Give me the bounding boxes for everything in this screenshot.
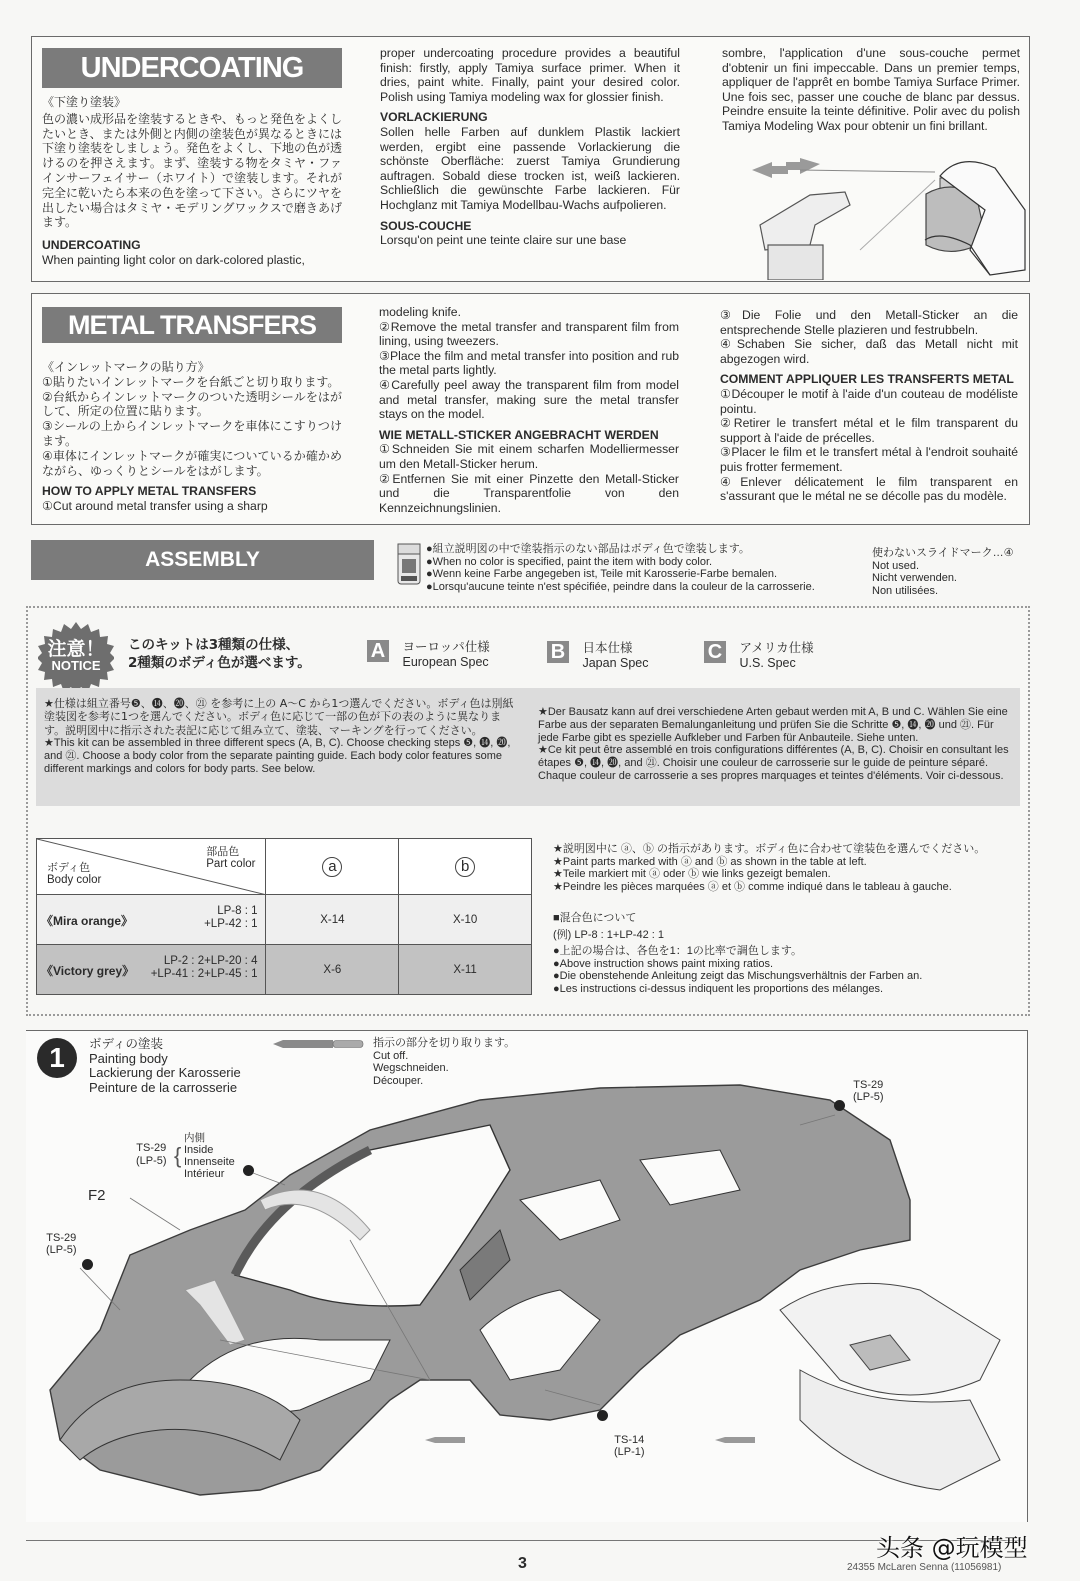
step-number: 1: [49, 1042, 65, 1073]
undercoating-col-1: [42, 95, 342, 267]
undercoating-en-heading: UNDERCOATING: [42, 238, 141, 253]
row-1-mix-2: +LP-41 : 2+LP-45 : 1: [150, 968, 258, 980]
metal-jp-step-1: ①貼りたいインレットマークを台紙ごと切り取ります。: [42, 374, 340, 389]
paint-can-icon: [396, 541, 422, 587]
row-1-mix-1: LP-2 : 2+LP-20 : 4: [163, 955, 258, 967]
row-0-mix-2: +LP-42 : 1: [204, 918, 258, 930]
undercoating-fr-body-2: sombre, l'application d'une sous-couche permet d'obtenir un fini impeccable. Dans un premier temps, appliquer de l'apprêt en bombe Tamiya Surface Primer. Une fois sec, passer une couche de blanc par dessus. Peindre ensuite la teinte définitive. Polir avec du polish Tamiya Modeling Wax pour obtenir un fini brillant.: [722, 46, 1020, 133]
callout-bottom: [614, 1434, 645, 1458]
unused-decal-note: [872, 547, 1014, 597]
spec-c-badge: C: [704, 641, 726, 663]
assembly-notes: [426, 543, 815, 593]
notice-headline-2: 2種類のボディ色が選べます。: [128, 655, 311, 671]
cut-fr: Découper.: [373, 1074, 424, 1087]
metal-jp-step-3: ③シールの上からインレットマークを車体にこすりつけます。: [42, 419, 342, 448]
paint-note-de: ★Teile markiert mit ⓐ oder ⓑ wie links gezeigt bemalen.: [553, 868, 831, 881]
step-1-title-en: Painting body: [89, 1050, 168, 1066]
notice-headline-1: このキットは3種類の仕様、: [128, 637, 300, 653]
undercoating-title: UNDERCOATING: [80, 52, 304, 84]
paint-marker-inside: [243, 1165, 254, 1176]
metal-fr-step-1: ①Découper le motif à l'aide d'un couteau de modéliste pointu.: [720, 386, 1018, 416]
unused-de: Nicht verwenden.: [872, 572, 957, 585]
undercoating-de-body: Sollen helle Farben auf dunklem Plastik lackiert werden, ergibt eine passende Vorlackierung die schönste Oberfläche: zuerst Tamiya Grundierung auftragen. Sobald diese trocken ist, weiß lackieren. Schließlich die gewünschte Farbe lackieren. Für Hochglanz mit Tamiya Modellbau-Wachs aufpolieren.: [380, 124, 680, 212]
metal-de-step-1: ①Schneiden Sie mit einem scharfen Modelliermesser um den Metall-Sticker herum.: [379, 442, 679, 471]
cut-de: Wegschneiden.: [373, 1062, 449, 1075]
undercoating-col-3: [722, 46, 1020, 138]
mix-example: (例) LP-8 : 1+LP-42 : 1: [553, 928, 664, 941]
notice-right-fr: ★Ce kit peut être assemblé en trois configurations différentes (A, B, C). Choisir en consultant les étapes ❺, ⓮, ⓴, and ㉑. Choisir une couleur de carrosserie sur le guide de peinture séparé. Chaque couleur de carrosserie a ses propres marquages et teintes d'éléments. Voir ci-dessous.: [538, 744, 1009, 782]
callout-bottom-alt: (LP-1): [614, 1446, 645, 1458]
cut-jp: 指示の部分を切り取ります。: [373, 1036, 516, 1049]
table-row-victory-grey: [37, 945, 532, 995]
step-number-badge: [37, 1038, 77, 1078]
header-body-jp: ボディ色: [47, 861, 91, 874]
table-row-mira-orange: [37, 895, 532, 945]
unused-fr: Non utilisées.: [872, 584, 939, 597]
spec-b-en: Japan Spec: [582, 656, 649, 670]
undercoating-en-body-2: proper undercoating procedure provides a beautiful finish: firstly, apply Tamiya surface primer. When it dries, paint white. Finally, paint your desired color. Polish using Tamiya modeling wax for glossier finish.: [380, 46, 680, 104]
notice-right-de: ★Der Bausatz kann auf drei verschiedene Arten gebaut werden mit A, B und C. Wählen Sie eine Farbe aus der separaten Bemalunganleitung und prüfen Sie die Schritte ❺, ⓮, ⓴ und ㉑. Für jede Farbe gibt es spezielle Aufkleber und Farben für Anbauteile. Siehe unten.: [538, 706, 1008, 744]
metal-transfers-banner: [42, 307, 342, 343]
spec-a-jp: ヨーロッパ仕様: [402, 640, 490, 654]
mix-line-en: ●Above instruction shows paint mixing ratios.: [553, 957, 774, 970]
unused-en: Not used.: [872, 559, 920, 572]
notice-headline: [128, 636, 311, 672]
paint-note-jp: ★説明図中に ⓐ、ⓑ の指示があります。ボディ色に合わせて塗装色を選んでください。: [553, 843, 986, 855]
metal-transfers-col-2: [379, 305, 679, 515]
spec-b: [547, 641, 649, 671]
metal-transfers-title: METAL TRANSFERS: [68, 310, 316, 340]
assembly-note-fr: ●Lorsqu'aucune teinte n'est spécifiée, peindre dans la couleur de la carrosserie.: [426, 580, 815, 593]
spec-a: [367, 640, 490, 670]
hobby-knife-icon: [273, 1039, 365, 1049]
callout-right: [853, 1079, 884, 1103]
notice-left-text: [44, 697, 519, 776]
metal-en-step-3: ③Place the film and metal transfer into position and rub the metal parts lightly.: [379, 348, 679, 378]
watermark: 头条 @玩模型: [876, 1534, 1028, 1562]
callout-left-paint: TS-29: [46, 1232, 77, 1244]
circled-b: b: [455, 857, 475, 877]
paint-notes: [553, 843, 985, 893]
assembly-note-de: ●Wenn keine Farbe angegeben ist, Teile mit Karosserie-Farbe bemalen.: [426, 568, 778, 581]
table-header-corner: [37, 839, 266, 895]
paint-marker-left: [82, 1259, 93, 1270]
assembly-note-en: ●When no color is specified, paint the item with body color.: [426, 555, 713, 568]
paint-marker-right: [834, 1100, 845, 1111]
spec-c-en: U.S. Spec: [739, 656, 796, 670]
brace-icon: {: [174, 1143, 182, 1168]
undercoating-jp-heading: 《下塗り塗装》: [42, 95, 127, 109]
metal-jp-step-4: ④車体にインレットマークが確実についているか確かめながら、ゆっくりとシールをはがします。: [42, 448, 342, 478]
assembly-note-jp: ●組立説明図の中で塗装指示のない部品はボディ色で塗装します。: [426, 543, 750, 555]
notice-right-text: [538, 706, 1013, 783]
assembly-title: ASSEMBLY: [145, 548, 260, 571]
mix-line-jp: ●上記の場合は、各色を1：1の比率で調色します。: [553, 945, 802, 958]
metal-en-step-2: ②Remove the metal transfer and transparent film from lining, using tweezers.: [379, 319, 679, 349]
header-part-jp: 部品色: [206, 845, 240, 858]
mix-heading: ■混合色について: [553, 912, 637, 924]
circled-a: a: [322, 857, 342, 877]
metal-jp-step-2: ②台紙からインレットマークのついた透明シールをはがして、所定の位置に貼ります。: [42, 389, 342, 419]
spec-c: [704, 641, 814, 671]
mixing-notes: [553, 912, 922, 996]
assembly-banner: [31, 540, 374, 580]
paint-color-table: [36, 838, 532, 995]
step-1-title-jp: ボディの塗装: [89, 1036, 164, 1051]
row-0-name: 《Mira orange》: [41, 914, 134, 928]
row-1-a: X-6: [266, 945, 399, 995]
callout-right-paint: TS-29: [853, 1079, 884, 1091]
callout-inside-en: Inside: [184, 1144, 214, 1156]
callout-inside-jp: 内側: [184, 1132, 205, 1144]
table-header-a: [266, 839, 399, 895]
spec-b-jp: 日本仕様: [582, 641, 633, 655]
undercoating-banner: [42, 48, 342, 88]
notice-badge-jp: 注意！: [47, 638, 105, 660]
notice-badge-en: NOTICE: [51, 658, 101, 673]
header-body-en: Body color: [47, 874, 102, 886]
metal-en-step-1b: modeling knife.: [379, 305, 461, 319]
metal-en-step-4: ④Carefully peel away the transparent film from model and metal transfer, making sure the metal transfer stays on the model.: [379, 377, 679, 422]
table-header-b: [399, 839, 532, 895]
metal-fr-step-2: ②Retirer le transfert métal et le film transparent du support à l'aide de précelles.: [720, 416, 1018, 445]
paint-marker-bottom: [597, 1410, 608, 1421]
callout-left: [46, 1232, 77, 1256]
metal-de-heading: WIE METALL-STICKER ANGEBRACHT WERDEN: [379, 427, 659, 442]
callout-inside-de: Innenseite: [184, 1156, 235, 1168]
paint-note-fr: ★Peindre les pièces marquées ⓐ et ⓑ comme indiqué dans le tableau à gauche.: [553, 880, 952, 893]
row-0-b: X-10: [399, 895, 532, 945]
undercoating-fr-body-1: Lorsqu'on peint une teinte claire sur une base: [380, 233, 627, 248]
metal-de-step-3: ③Die Folie und den Metall-Sticker an die entsprechende Stelle plazieren und festrubbeln.: [720, 308, 1018, 337]
callout-inside-alt: (LP-5): [136, 1154, 167, 1167]
step-1-title-de: Lackierung der Karosserie: [89, 1065, 241, 1081]
paint-note-en: ★Paint parts marked with ⓐ and ⓑ as shown in the table at left.: [553, 855, 867, 868]
unused-jp: 使わないスライドマーク…④: [872, 547, 1014, 559]
page-number: 3: [518, 1555, 527, 1572]
metal-fr-step-4: ④Enlever délicatement le film transparent en s'assurant que le métal ne se décolle pas du modèle.: [720, 474, 1018, 504]
spec-a-badge: A: [367, 640, 389, 662]
notice-left-jp: ★仕様は組立番号❺、⓮、⓴、㉑ を参考に上の A～C から1つ選んでください。ボディ色は別紙塗装図を参考に1つを選んでください。ボディ色に応じて一部の色が下の表のように異なります。説明図中に指示された表記に応じて組み立て、塗装、マーキングを行ってください。: [44, 697, 514, 737]
callout-inside-paint: TS-29: [136, 1142, 167, 1154]
part-label-f2: F2: [88, 1187, 106, 1204]
header-part-en: Part color: [206, 858, 256, 870]
metal-transfers-col-1: [42, 360, 342, 514]
row-1-b: X-11: [399, 945, 532, 995]
undercoating-en-body-1: When painting light color on dark-colored plastic,: [42, 252, 305, 267]
undercoating-jp-body: 色の濃い成形品を塗装するときや、もっと発色をよくしたいとき、または外側と内側の塗装色が異なるときには下塗り塗装をしましょう。発色をよくし、下地の色が透けるのを押さえます。まず、塗装する物をタミヤ・ファインサーフェイサー（ホワイト）で塗装します。それが完全に乾いたら本来の色を塗って下さい。さらにツヤを出したい場合はタミヤ・モデリングワックスで磨きあげます。: [42, 111, 343, 230]
callout-bottom-paint: TS-14: [614, 1434, 645, 1446]
spec-c-jp: アメリカ仕様: [739, 641, 814, 655]
metal-en-step-1a: ①Cut around metal transfer using a sharp: [42, 498, 268, 513]
metal-fr-step-3: ③Placer le film et le transfert métal à l'endroit souhaité puis frotter fermement.: [720, 445, 1018, 474]
product-code: 24355 McLaren Senna (11056981): [847, 1562, 1002, 1573]
row-0-a: X-14: [266, 895, 399, 945]
row-1-name: 《Victory grey》: [41, 964, 135, 978]
mix-line-fr: ●Les instructions ci-dessus indiquent les proportions des mélanges.: [553, 982, 884, 995]
spray-can-illustration: [740, 150, 1030, 280]
callout-left-alt: (LP-5): [46, 1244, 77, 1256]
callout-right-alt: (LP-5): [853, 1091, 884, 1103]
step-1-title-fr: Peinture de la carrosserie: [89, 1079, 238, 1095]
notice-left-en: ★This kit can be assembled in three different specs (A, B, C). Choose checking steps ❺, ⓮, ⓴, and ㉑. Choose a body color from the separate painting guide. Each body color features some different markings and colors for body parts. See below.: [44, 737, 511, 775]
undercoating-fr-heading: SOUS-COUCHE: [380, 218, 472, 233]
undercoating-col-2: [380, 46, 680, 248]
callout-inside-fr: Intérieur: [184, 1168, 225, 1180]
metal-en-heading: HOW TO APPLY METAL TRANSFERS: [42, 484, 257, 499]
cut-en: Cut off.: [373, 1049, 409, 1062]
spec-b-badge: B: [547, 641, 569, 663]
mix-line-de: ●Die obenstehende Anleitung zeigt das Mischungsverhältnis der Farben an.: [553, 970, 923, 983]
metal-de-step-4: ④Schaben Sie sicher, daß das Metall nicht mit abgezogen wird.: [720, 337, 1018, 366]
metal-fr-heading: COMMENT APPLIQUER LES TRANSFERTS METAL: [720, 372, 1014, 387]
metal-jp-heading: 《インレットマークの貼り方》: [42, 360, 210, 374]
metal-transfers-col-3: [720, 308, 1018, 504]
row-0-mix-1: LP-8 : 1: [217, 905, 258, 917]
spec-a-en: European Spec: [402, 655, 489, 669]
metal-de-step-2: ②Entfernen Sie mit einer Pinzette den Metall-Sticker und die Transparentfolie von den Kennzeichnungslinien.: [379, 471, 679, 515]
undercoating-de-heading: VORLACKIERUNG: [380, 110, 488, 125]
